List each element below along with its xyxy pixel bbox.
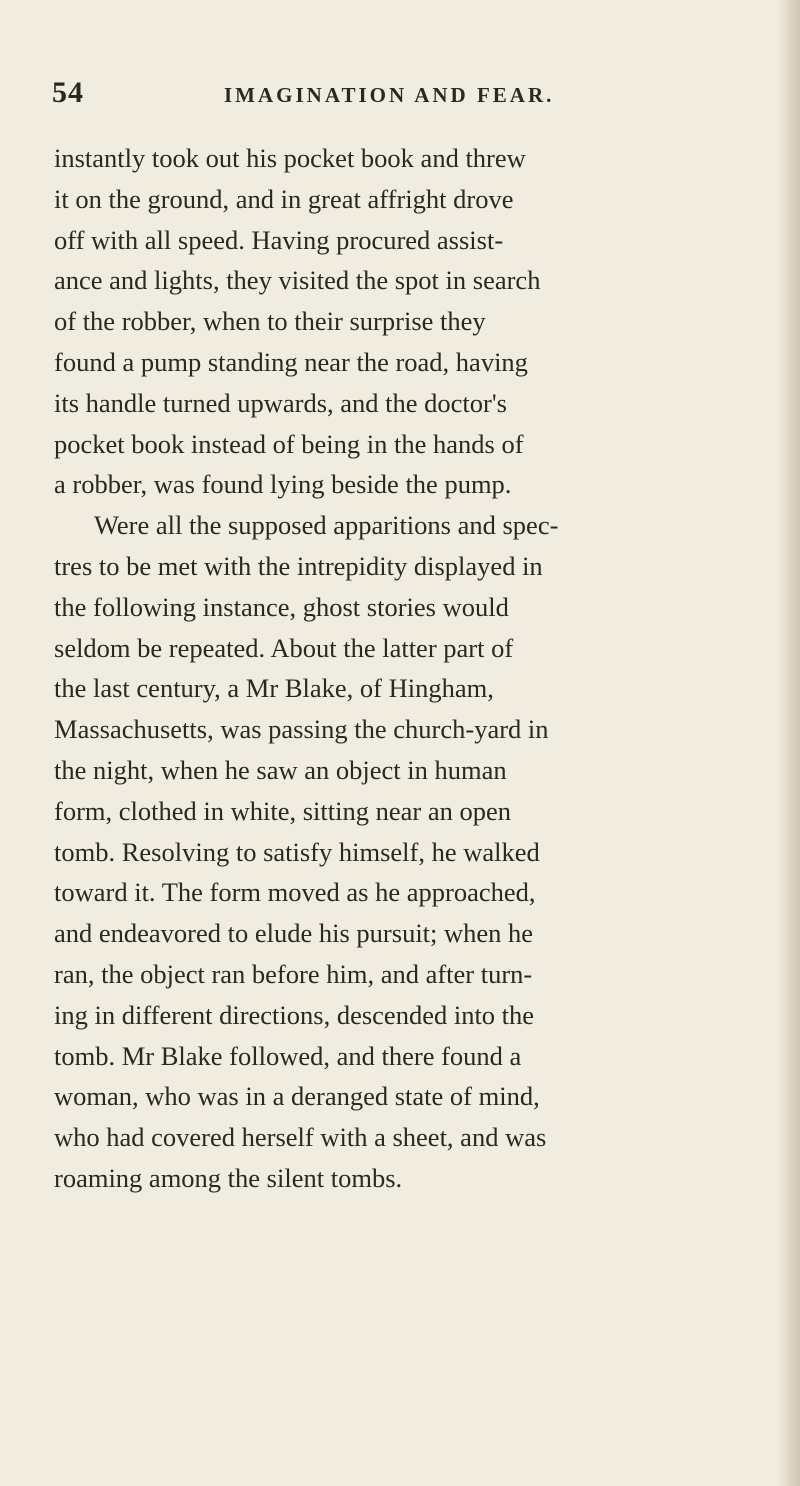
text-line: a robber, was found lying beside the pump. (54, 469, 512, 500)
page-header (52, 76, 752, 116)
running-head: IMAGINATION AND FEAR. (224, 83, 555, 107)
text-line: who had covered herself with a sheet, and was (54, 1122, 547, 1153)
text-line: off with all speed. Having procured assist- (54, 224, 504, 255)
text-line: it on the ground, and in great affright drove (54, 183, 514, 214)
text-line: Massachusetts, was passing the church-yard in (54, 714, 549, 745)
body-text (54, 138, 796, 1199)
text-line: tomb. Resolving to satisfy himself, he walked (54, 836, 540, 867)
text-line: tres to be met with the intrepidity displayed in (54, 550, 543, 581)
text-line: toward it. The form moved as he approached, (54, 877, 536, 908)
text-line: found a pump standing near the road, having (54, 346, 528, 377)
text-line: tomb. Mr Blake followed, and there found a (54, 1040, 522, 1071)
text-line: form, clothed in white, sitting near an open (54, 795, 512, 826)
text-line: ran, the object ran before him, and after turn- (54, 958, 533, 989)
text-line: roaming among the silent tombs. (54, 1162, 403, 1193)
text-line: instantly took out his pocket book and threw (54, 143, 526, 173)
text-line: its handle turned upwards, and the doctor's (54, 387, 507, 418)
text-line: the night, when he saw an object in human (54, 754, 507, 785)
paragraph-start-line: Were all the supposed apparitions and spec- (94, 510, 559, 541)
text-line: pocket book instead of being in the hands of (54, 428, 524, 459)
text-line: woman, who was in a deranged state of mind, (54, 1081, 540, 1112)
text-line: ing in different directions, descended into the (54, 999, 535, 1030)
text-line: seldom be repeated. About the latter part of (54, 632, 514, 663)
page-number: 54 (52, 76, 84, 109)
text-line: the following instance, ghost stories would (54, 591, 509, 622)
text-line: ance and lights, they visited the spot in search (54, 265, 541, 296)
text-line: and endeavored to elude his pursuit; when he (54, 918, 534, 949)
text-line: the last century, a Mr Blake, of Hingham, (54, 673, 494, 704)
text-line: of the robber, when to their surprise they (54, 306, 486, 337)
